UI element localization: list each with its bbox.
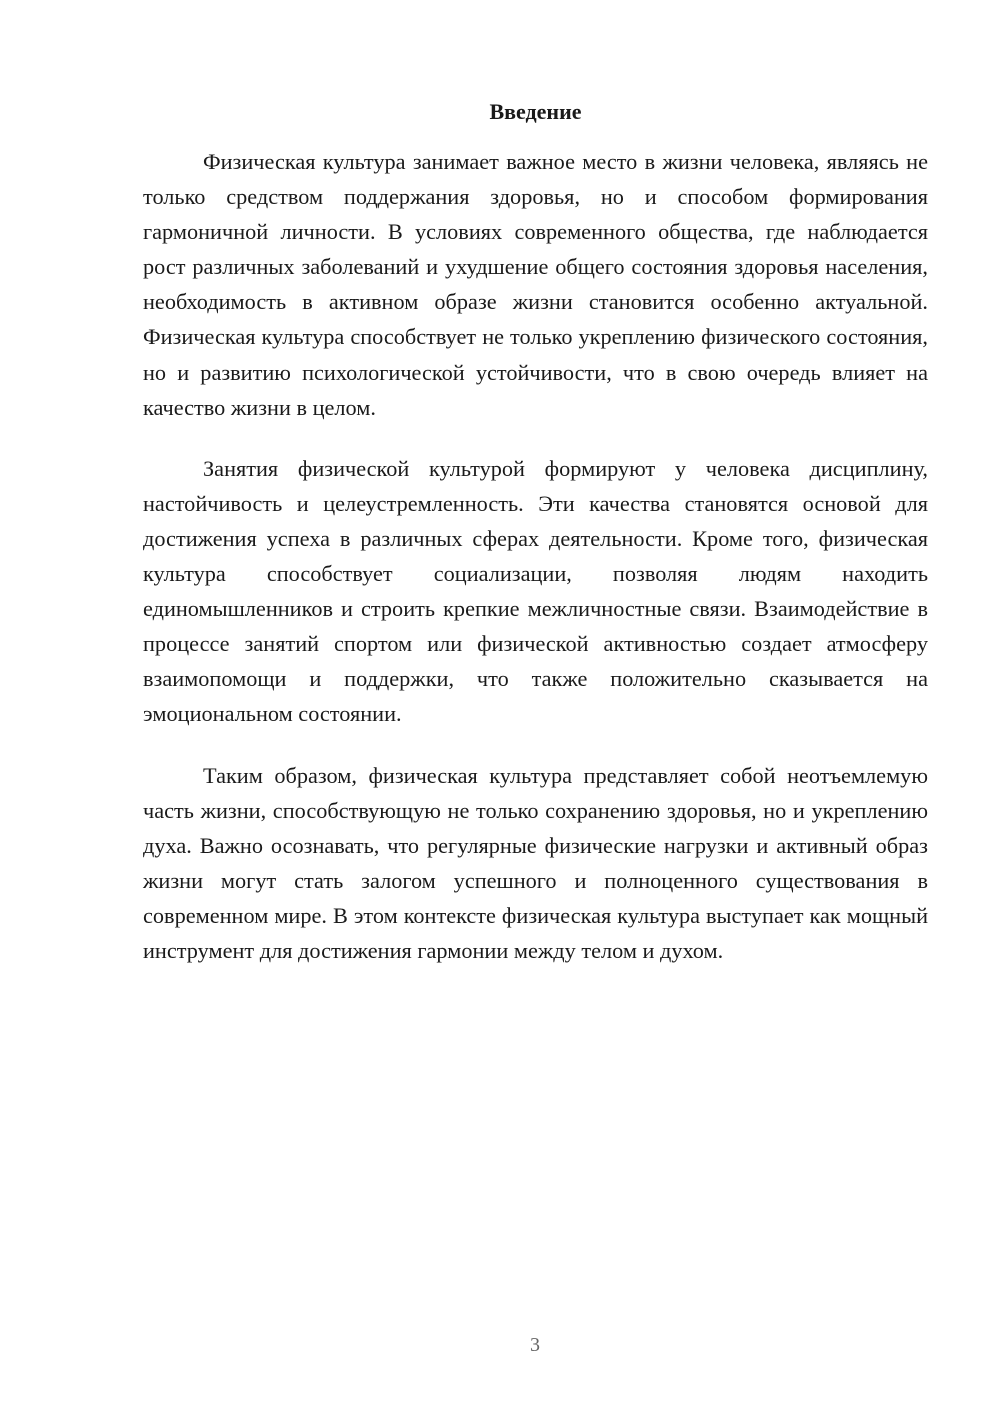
document-body [143, 144, 928, 994]
paragraph-2: Занятия физической культурой формируют у человека дисциплину, настойчивость и целеустремленность. Эти качества становятся основой для достижения успеха в различных сферах деятельности. Кроме того, физическая культура способствует социализации, позволяя людям находить единомышленников и строить крепкие межличностные связи. Взаимодействие в процессе занятий спортом или физической активностью создает атмосферу взаимопомощи и поддержки, что также положительно сказывается на эмоциональном состоянии. [143, 455, 928, 727]
paragraph-1: Физическая культура занимает важное место в жизни человека, являясь не только средством поддержания здоровья, но и способом формирования гармоничной личности. В условиях современного общества, где наблюдается рост различных заболеваний и ухудшение общего состояния здоровья населения, необходимость в активном образе жизни становится особенно актуальной. Физическая культура способствует не только укреплению физического состояния, но и развитию психологической устойчивости, что в свою очередь влияет на качество жизни в целом. [143, 149, 928, 420]
page-number: 3 [530, 1334, 540, 1356]
paragraph-3: Таким образом, физическая культура представляет собой неотъемлемую часть жизни, способствующую не только сохранению здоровья, но и укреплению духа. Важно осознавать, что регулярные физические нагрузки и активный образ жизни могут стать залогом успешного и полноценного существования в современном мире. В этом контексте физическая культура выступает как мощный инструмент для достижения гармонии между телом и духом. [143, 762, 928, 963]
page-title: Введение [489, 99, 582, 124]
